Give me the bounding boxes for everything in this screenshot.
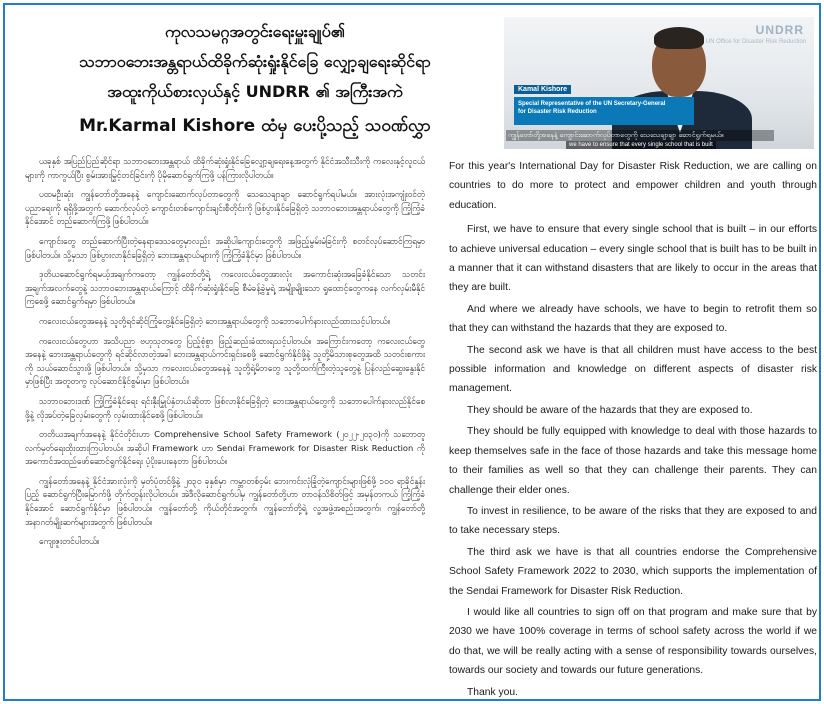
speaker-role-line-1: Special Representative of the UN Secretary-General <box>518 101 666 107</box>
title-line-2: သဘာဝဘေးအန္တရာယ်ထိခိုက်ဆုံးရှုံးနိုင်ခြေ လျှော့ချရေးဆိုင်ရာ <box>79 52 431 71</box>
myanmar-paragraph: ကျောင်းတွေ တည်ဆောက်ပြီးတဲ့နေရာဒေသတွေမှာလည်း အဆိုပါကျောင်းတွေကို အဖြည့်မွမ်းမံခြင်းကို စတင်လုပ်ဆောင်ကြရမှာ ဖြစ်ပါတယ်။ သို့မှသာ ဖြစ်ပွားလာနိုင်ခြေရှိတဲ့ ဘေးအန္တရာယ်များကို ကြံ့ကြံ့ခံနိုင်မှာ ဖြစ်ပါတယ်။ <box>25 235 425 260</box>
article-frame <box>3 3 821 701</box>
english-closing: Thank you. <box>467 686 518 698</box>
subtitle-english: we have to ensure that every single school that is built <box>566 141 716 149</box>
myanmar-paragraph: ကျေးဇူးတင်ပါတယ်။ <box>39 536 100 547</box>
title-line-1: ကုလသမဂ္ဂအတွင်းရေးမှူးချုပ်၏ <box>165 22 345 41</box>
speaker-nameplate <box>514 86 694 125</box>
english-paragraph: They should be aware of the hazards that they are exposed to. <box>467 404 753 416</box>
speaker-role <box>518 100 665 116</box>
title-line-3: အထူးကိုယ်စားလှယ်နှင့် UNDRR ၏ အကြီးအကဲ <box>107 82 403 101</box>
speaker-name: Kamal Kishore <box>514 85 571 94</box>
english-paragraph: I would like all countries to sign off on that program and make sure that by 2030 we have 100% coverage in terms of school safety across the world if we do that, we will be really acting with a sense of responsibility towards ourselves, towards our society and towards our future generations. <box>449 606 817 677</box>
english-paragraph: The third ask we have is that all countries endorse the Comprehensive School Safety Framework 2022 to 2030, which supports the implementation of the Sendai Framework for Disaster Risk Reduction. <box>449 546 817 597</box>
myanmar-paragraph: ကျွန်တော်အနေနဲ့ နိုင်ငံအားလုံးကို မှတ်ပုံတင်ဖို့နဲ့ ၂၀၃၀ ခုနှစ်မှာ ကမ္ဘာတစ်ဝှမ်း ဘေးကင်းလုံခြုံတဲ့ကျောင်းများဖြစ်ဖို့ ၁၀၀ ရာခိုင်နှုန်းပြည့် ဆောင်ရွက်ပြီးမြောက်ဖို့ တိုက်တွန်းလိုပါတယ်။ အဲဒီလိုဆောင်ရွက်ပါမှ ကျွန်တော်တို့ဟာ တာဝန်သိစိတ်ဖြင့် အမှန်တကယ် ကြံ့ကြံ့ခံနိုင်အောင် ဆောင်ရွက်နိုင်မှာ ဖြစ်ပါတယ်။ ကျွန်တော်တို့ ကိုယ်တိုင်အတွက်၊ ကျွန်တော်တို့ရဲ့ လူ့အဖွဲ့အစည်းအတွက်၊ ကျွန်တော်တို့ အနာဂတ်မျိုးဆက်များအတွက် ဖြစ်ပါတယ်။ <box>25 475 425 527</box>
english-paragraph: To invest in resilience, to be aware of the risks that they are exposed to and to take necessary steps. <box>449 505 817 537</box>
title-line-4: Mr.Karmal Kishore ထံမှ ပေးပို့သည့် သဝဏ်လွှာ <box>79 116 431 136</box>
subtitle-myanmar: ကျွန်တော်တို့အနေနဲ့ ကျောင်းဆောက်လုပ်တာတွေကို သေသေချာချာ ဆောင်ရွက်ရမယ်။ <box>506 130 774 141</box>
speaker-hair <box>654 27 704 49</box>
speaker-photo <box>504 17 814 149</box>
myanmar-paragraph: ပထမဦးဆုံး ကျွန်တော်တို့အနေနဲ့ ကျောင်းဆောက်လုပ်တာတွေကို သေသေချာချာ ဆောင်ရွက်ရပါမယ်။ အားလုံးအကျုံးဝင်တဲ့ ပညာရေးကို ရရှိဖို့အတွက် ဆောက်လုပ်တဲ့ ကျောင်းတစ်ကျောင်းချင်းစီတိုင်းကို ဖြစ်ပွားနိုင်ခြေရှိတဲ့ သဘာဝဘေးအန္တရာယ်တွေကို ကြံ့ကြံ့ခံနိုင်အောင် တည်ဆောက်ကြဖို့ ဖြစ်ပါတယ်။ <box>25 189 425 227</box>
myanmar-paragraph: ကလေးငယ်တွေဟာ အသိပညာ ဗဟုသုတတွေ ပြည့်စုံစွာ ဖြည့်ဆည်းခံထားရသင့်ပါတယ်။ အကြောင်းကတော့ ကလေးငယ်တွေအနေနဲ့ ဘေးအန္တရာယ်တွေကို ရင်ဆိုင်လာတဲ့အခါ ဘေးအန္တရာယ်ကင်းရှင်းစေဖို့ ဆောင်ရွက်နိုင်ဖို့နဲ့ သူတို့မိသားစုတွေအထိ သတင်းစကားကို သယ်ဆောင်သွားဖို့ ဖြစ်ပါတယ်။ သို့မှသာ ကလေးငယ်တွေအနေနဲ့ သူတို့ရဲ့မိဘတွေ သူတို့ထက်ကြီးတဲ့သူတွေနဲ့ ပြန်လည်ဆွေးနွေးနိုင်မှာဖြစ်ပြီး အတူတကွ လုပ်ဆောင်နိုင်စွမ်းမှာ ဖြစ်ပါတယ်။ <box>25 335 425 387</box>
myanmar-paragraph: ယခုနှစ် အပြည်ပြည်ဆိုင်ရာ သဘာဝဘေးအန္တရာယ် ထိခိုက်ဆုံးရှုံးနိုင်ခြေလျှော့ချရေးနေ့အတွက် နိုင်ငံအသီးသီးကို ကလေးနှင့်လူငယ်များကို ကာကွယ်ပြီး စွမ်းအားမြှင့်တင်ခြင်းကို ပိုမိုဆောင်ရွက်ကြဖို့ ပန်ကြားလိုပါတယ်။ <box>25 156 425 180</box>
myanmar-paragraph: ကလေးငယ်တွေအနေနဲ့ သူတို့ရင်ဆိုင်ကြုံတွေ့နိုင်ခြေရှိတဲ့ ဘေးအန္တရာယ်တွေကို သဘောပေါက်နားလည်ထားသင့်ပါတယ်။ <box>39 315 391 326</box>
english-paragraph: And where we already have schools, we have to begin to retrofit them so that they can withstand the hazards that they are exposed to. <box>449 303 817 335</box>
english-paragraph: For this year's International Day for Disaster Risk Reduction, we are calling on countries to do more to protect and empower children and youth through education. <box>449 161 817 211</box>
myanmar-text-column <box>25 155 425 555</box>
english-text-column <box>449 157 817 704</box>
undrr-watermark-subtitle: UN Office for Disaster Risk Reduction <box>705 39 806 45</box>
undrr-watermark: UNDRR <box>755 23 804 37</box>
english-paragraph: First, we have to ensure that every single school that is built – in our efforts to achieve universal education – every single school that is built has to be built in a manner that it can withstand disasters that are likely to occur in the areas that they are built. <box>449 224 817 294</box>
myanmar-paragraph: သဘာဝဘေးဒဏ် ကြံ့ကြံ့ခံနိုင်ရေး ရင်းနှီးမြှုပ်နှံတယ်ဆိုတာ ဖြစ်လာနိုင်ခြေရှိတဲ့ ဘေးအန္တရာယ်တွေကို သဘောပေါက်နားလည်နိုင်စေဖို့နဲ့ လိုအပ်တဲ့ခြေလှမ်းတွေကို လှမ်းထားနိုင်စေဖို့ ဖြစ်ပါတယ်။ <box>25 395 425 420</box>
english-paragraph: The second ask we have is that all children must have access to the best possible information and knowledge on different aspects of disaster risk management. <box>449 344 817 395</box>
speaker-role-line-2: for Disaster Risk Reduction <box>518 109 597 115</box>
myanmar-paragraph: တတိယအချက်အနေနဲ့ နိုင်ငံတိုင်းဟာ Comprehensive School Safety Framework (၂၀၂၂-၂၀၃၀)ကို သဘောတူလက်မှတ်ရေးထိုးထားကြပါတယ်။ အဆိုပါ Framework ဟာ Sendai Framework for Disaster Risk Reduction ကို အကောင်အထည်ဖော်ဆောင်ရွက်နိုင်ရေး ပံ့ပိုးပေးနေတာ ဖြစ်ပါတယ်။ <box>25 429 425 467</box>
english-paragraph: They should be fully equipped with knowledge to deal with those hazards to keep themselves safe in the face of those hazards and take this message home to their families as well so that they can challenge their parents. They can challenge their elder ones. <box>449 426 817 496</box>
myanmar-paragraph: ဒုတိယဆောင်ရွက်ရမယ့်အချက်ကတော့ ကျွန်တော်တို့ရဲ့ ကလေးငယ်တွေအားလုံး အကောင်းဆုံးအခြေခံနိုင်သော သတင်းအချက်အလက်တွေနဲ့ သဘာဝဘေးအန္တရာယ်ကြောင့် ထိခိုက်ဆုံးရှုံးနိုင်ခြေ စီမံခန့်ခွဲမှုရဲ့ အမျိုးမျိုးသော ရှုထောင့်တွေကနေ လက်လှမ်းမီနိုင်ကြစေဖို့ ဆောင်ရွက်ရမှာ ဖြစ်ပါတယ်။ <box>25 269 425 307</box>
article-title <box>35 17 475 141</box>
